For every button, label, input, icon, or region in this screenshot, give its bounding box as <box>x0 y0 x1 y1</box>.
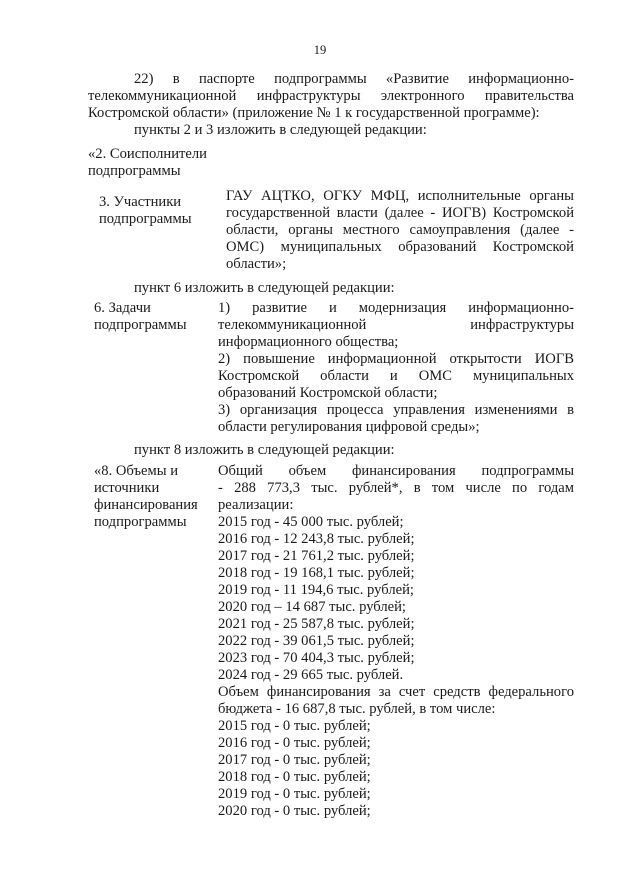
intro-instruction: пункты 2 и 3 изложить в следующей редакции: <box>134 122 427 138</box>
item8-label-line: финансирования <box>94 497 198 513</box>
item3-label-line: 3. Участники <box>99 194 182 210</box>
item8-year-line: 2020 год - 0 тыс. рублей; <box>218 803 371 819</box>
item8-year-line: 2020 год – 14 687 тыс. рублей; <box>218 599 406 615</box>
item3-label-line: подпрограммы <box>99 211 192 227</box>
item6-label-line: подпрограммы <box>94 317 187 333</box>
item2-label-line: подпрограммы <box>88 163 181 179</box>
intro-line: Костромской области» (приложение № 1 к государственной программе): <box>88 105 540 121</box>
item3-text-line: государственной власти (далее - ИОГВ) Костромской <box>226 205 574 221</box>
item6-text-line: 2) повышение информационной открытости ИОГВ <box>218 351 574 367</box>
item8-text-line: бюджета - 16 687,8 тыс. рублей, в том числе: <box>218 701 496 717</box>
item8-text <box>218 463 574 820</box>
item3-label <box>99 194 219 228</box>
item8-year-line: 2019 год - 0 тыс. рублей; <box>218 786 371 802</box>
item8-label <box>94 463 214 531</box>
item8-year-line: 2019 год - 11 194,6 тыс. рублей; <box>218 582 414 598</box>
item6-text-line: 3) организация процесса управления изменениями в <box>218 402 574 418</box>
item8-year-line: 2015 год - 45 000 тыс. рублей; <box>218 514 404 530</box>
instruction-item8: пункт 8 изложить в следующей редакции: <box>134 442 395 458</box>
item6-text-line: телекоммуникационной инфраструктуры <box>218 317 574 333</box>
intro-paragraph <box>88 71 574 139</box>
item6-text-line: области регулирования цифровой среды»; <box>218 419 480 435</box>
item8-label-line: «8. Объемы и <box>94 463 179 479</box>
item8-year-line: 2016 год - 12 243,8 тыс. рублей; <box>218 531 415 547</box>
item6-text-line: образований Костромской области; <box>218 385 438 401</box>
item8-year-line: 2017 год - 21 761,2 тыс. рублей; <box>218 548 415 564</box>
item8-label-line: подпрограммы <box>94 514 187 530</box>
item8-text-line: Объем финансирования за счет средств федерального <box>218 684 574 700</box>
item6-label-line: 6. Задачи <box>94 300 151 316</box>
item8-text-line: Общий объем финансирования подпрограммы <box>218 463 574 479</box>
instruction-item6: пункт 6 изложить в следующей редакции: <box>134 280 395 296</box>
item3-text-line: ОМС) муниципальных образований Костромской <box>226 239 574 255</box>
item8-year-line: 2015 год - 0 тыс. рублей; <box>218 718 371 734</box>
item8-year-line: 2016 год - 0 тыс. рублей; <box>218 735 371 751</box>
item6-label <box>94 300 214 334</box>
intro-line: 22) в паспорте подпрограммы «Развитие информационно- <box>134 71 574 87</box>
item8-year-line: 2018 год - 0 тыс. рублей; <box>218 769 371 785</box>
item8-year-line: 2017 год - 0 тыс. рублей; <box>218 752 371 768</box>
item3-text-line: ГАУ АЦТКО, ОГКУ МФЦ, исполнительные органы <box>226 188 574 204</box>
item2-label-line: «2. Соисполнители <box>88 146 207 162</box>
item8-text-line: реализации: <box>218 497 294 513</box>
item6-text-line: Костромской области и ОМС муниципальных <box>218 368 574 384</box>
item8-label-line: источники <box>94 480 160 496</box>
item3-text <box>226 188 574 273</box>
item6-text <box>218 300 574 436</box>
item2-label <box>88 146 228 180</box>
page-number: 19 <box>313 43 327 57</box>
item6-text-line: 1) развитие и модернизация информационно- <box>218 300 574 316</box>
item3-text-line: области»; <box>226 256 287 272</box>
item8-year-line: 2023 год - 70 404,3 тыс. рублей; <box>218 650 415 666</box>
item6-text-line: информационного общества; <box>218 334 399 350</box>
item8-year-line: 2022 год - 39 061,5 тыс. рублей; <box>218 633 415 649</box>
item8-year-line: 2018 год - 19 168,1 тыс. рублей; <box>218 565 415 581</box>
item8-year-line: 2021 год - 25 587,8 тыс. рублей; <box>218 616 415 632</box>
item8-text-line: - 288 773,3 тыс. рублей*, в том числе по годам <box>218 480 574 496</box>
item8-year-line: 2024 год - 29 665 тыс. рублей. <box>218 667 404 683</box>
intro-line: телекоммуникационной инфраструктуры электронного правительства <box>88 88 574 104</box>
item3-text-line: области, органы местного самоуправления (далее - <box>226 222 574 238</box>
